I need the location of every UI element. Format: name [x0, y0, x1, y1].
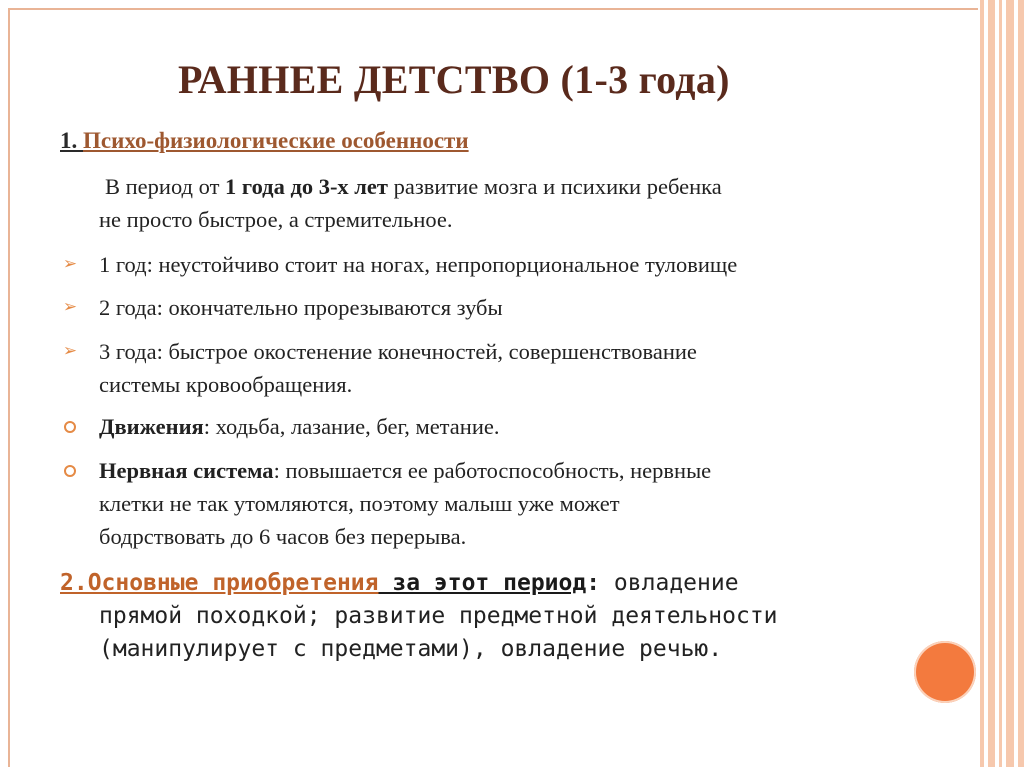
- section-heading-link[interactable]: Психо-физиологические особенности: [83, 128, 469, 153]
- decor-stripe: [999, 0, 1002, 767]
- intro-paragraph: В период от 1 года до 3-х лет развитие мозга и психики ребенка не просто быстрое, а стремительное.: [99, 174, 722, 232]
- list-item: Движения: ходьба, лазание, бег, метание.: [60, 410, 920, 443]
- chevron-icon: ➢: [62, 254, 78, 274]
- decorative-orange-circle: [914, 641, 976, 703]
- ring-bullet-icon: [64, 465, 76, 477]
- decor-stripe: [980, 0, 984, 767]
- decor-stripe: [988, 0, 995, 767]
- ring-bullet-icon: [64, 421, 76, 433]
- section-2-heading-link[interactable]: 2.Основные приобретения: [60, 570, 379, 596]
- decor-stripe: [1006, 0, 1014, 767]
- intro-emphasis: 1 года до 3-х лет: [225, 174, 388, 199]
- left-border-line: [8, 8, 10, 767]
- list-item: Нервная система: повышается ее работоспособность, нервные клетки не так утомляются, поэтому малыш уже может бодрствовать до 6 часов без перерыва.: [60, 454, 920, 553]
- list-item: ➢ 2 года: окончательно прорезываются зубы: [60, 291, 920, 324]
- section-1-heading: [60, 128, 469, 154]
- list-item: ➢ 1 год: неустойчиво стоит на ногах, непропорциональное туловище: [60, 248, 920, 281]
- decor-stripe: [1018, 0, 1024, 767]
- list-item: ➢ 3 года: быстрое окостенение конечностей, совершенствование системы кровообращения.: [60, 335, 920, 401]
- section-2-paragraph: 2.Основные приобретения за этот период: овладение прямой походкой; развитие предметной деятельности (манипулирует с предметами), овладение речью.: [60, 570, 778, 662]
- top-border-line: [8, 8, 978, 10]
- page-title: РАННЕЕ ДЕТСТВО (1-3 года): [178, 57, 730, 102]
- chevron-icon: ➢: [62, 297, 78, 317]
- section-2-heading-period: за этот период: [378, 570, 587, 596]
- section-number: 1.: [60, 128, 83, 153]
- chevron-icon: ➢: [62, 341, 78, 361]
